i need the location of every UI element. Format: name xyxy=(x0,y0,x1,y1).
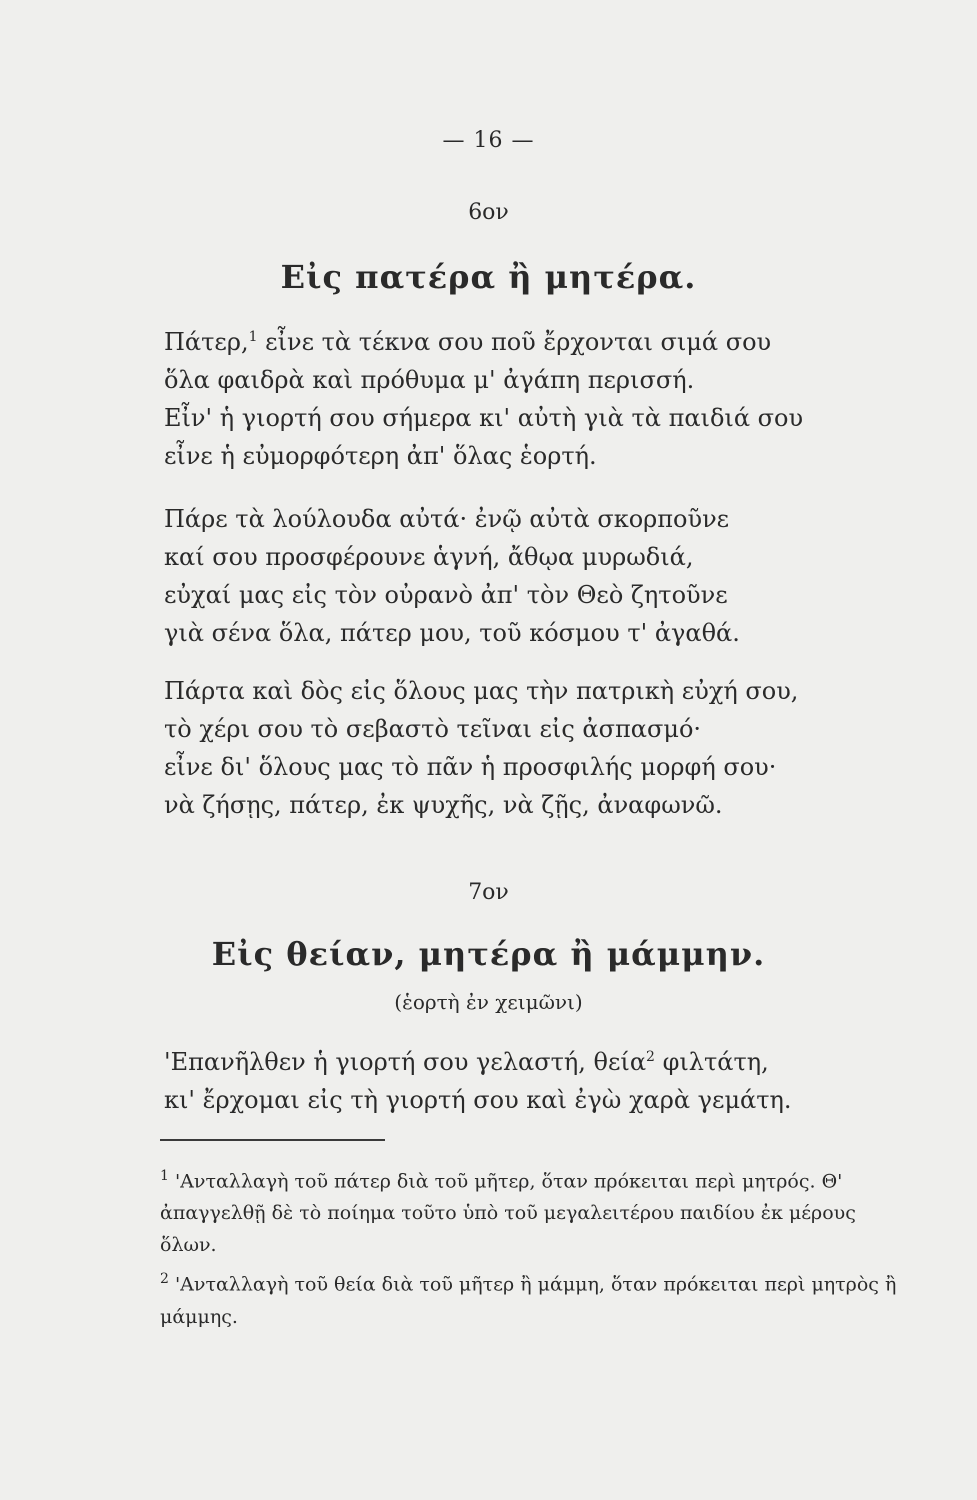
verse-line: τὸ χέρι σου τὸ σεβαστὸ τεῖναι εἰς ἀσπασμό· xyxy=(164,715,702,743)
stanza xyxy=(164,318,924,475)
verse-line: νὰ ζήσῃς, πάτερ, ἐκ ψυχῆς, νὰ ζῇς, ἀναφωνῶ. xyxy=(164,791,723,819)
verse-line: Εἶν' ἡ γιορτή σου σήμερα κι' αὐτὴ γιὰ τὰ παιδιά σου xyxy=(164,404,804,432)
verse-line: εὐχαί μας εἰς τὸν οὐρανὸ ἀπ' τὸν Θεὸ ζητοῦνε xyxy=(164,581,728,609)
verse-line: ὅλα φαιδρὰ καὶ πρόθυμα μ' ἀγάπη περισσή. xyxy=(164,366,695,394)
section-number: 6ον xyxy=(468,200,509,225)
verse-line: Πάρε τὰ λούλουδα αὐτά· ἐνῷ αὐτὰ σκορποῦνε xyxy=(164,505,730,533)
verse-line: Πάτερ,$^1$ εἶνε τὰ τέκνα σου ποῦ ἔρχονται σιμά σου xyxy=(164,328,772,356)
verse-line: εἶνε ἡ εὐμορφότερη ἀπ' ὅλας ἑορτή. xyxy=(164,442,597,470)
verse-line: κι' ἔρχομαι εἰς τὴ γιορτή σου καὶ ἐγὼ χαρὰ γεμάτη. xyxy=(164,1086,792,1114)
stanza xyxy=(164,672,924,824)
verse-line: 'Επανῆλθεν ἡ γιορτή σου γελαστή, θεία$^2$ φιλτάτη, xyxy=(164,1048,769,1076)
footnote: $^1$ 'Ανταλλαγὴ τοῦ πάτερ διὰ τοῦ μῆτερ, ὅταν πρόκειται περὶ μητρός. Θ' ἀπαγγελθῇ δὲ τὸ ποίημα τοῦτο ὑπὸ τοῦ μεγαλειτέρου παιδίου ἐκ μέρους ὅλων. xyxy=(160,1168,856,1257)
section-subtitle: (ἑορτὴ ἐν χειμῶνι) xyxy=(394,990,583,1014)
verse-line: γιὰ σένα ὅλα, πάτερ μου, τοῦ κόσμου τ' ἀγαθά. xyxy=(164,619,740,647)
page-number: — 16 — xyxy=(442,128,535,153)
footnote-marker: 1 xyxy=(160,1168,169,1184)
verse-line: καί σου προσφέρουνε ἁγνή, ἄθῳα μυρωδιά, xyxy=(164,543,694,571)
footnotes xyxy=(160,1160,910,1335)
footnote-ref: 2 xyxy=(646,1049,655,1065)
verse-line: Πάρτα καὶ δὸς εἰς ὅλους μας τὴν πατρικὴ εὐχή σου, xyxy=(164,677,799,705)
section-title: Εἰς θείαν, μητέρα ἢ μάμμην. xyxy=(211,935,766,973)
footnote-divider xyxy=(160,1139,385,1141)
stanza xyxy=(164,1038,924,1119)
footnote-ref: 1 xyxy=(248,329,258,345)
footnote-marker: 2 xyxy=(160,1271,169,1288)
stanza xyxy=(164,500,924,652)
section-title: Εἰς πατέρα ἢ μητέρα. xyxy=(280,258,697,296)
verse-line: εἶνε δι' ὅλους μας τὸ πᾶν ἡ προσφιλής μορφή σου· xyxy=(164,753,777,781)
footnote: $^2$ 'Ανταλλαγὴ τοῦ θεία διὰ τοῦ μῆτερ ἢ μάμμη, ὅταν πρόκειται περὶ μητρὸς ἢ μάμμης. xyxy=(160,1271,897,1328)
section-number: 7ον xyxy=(468,880,509,905)
